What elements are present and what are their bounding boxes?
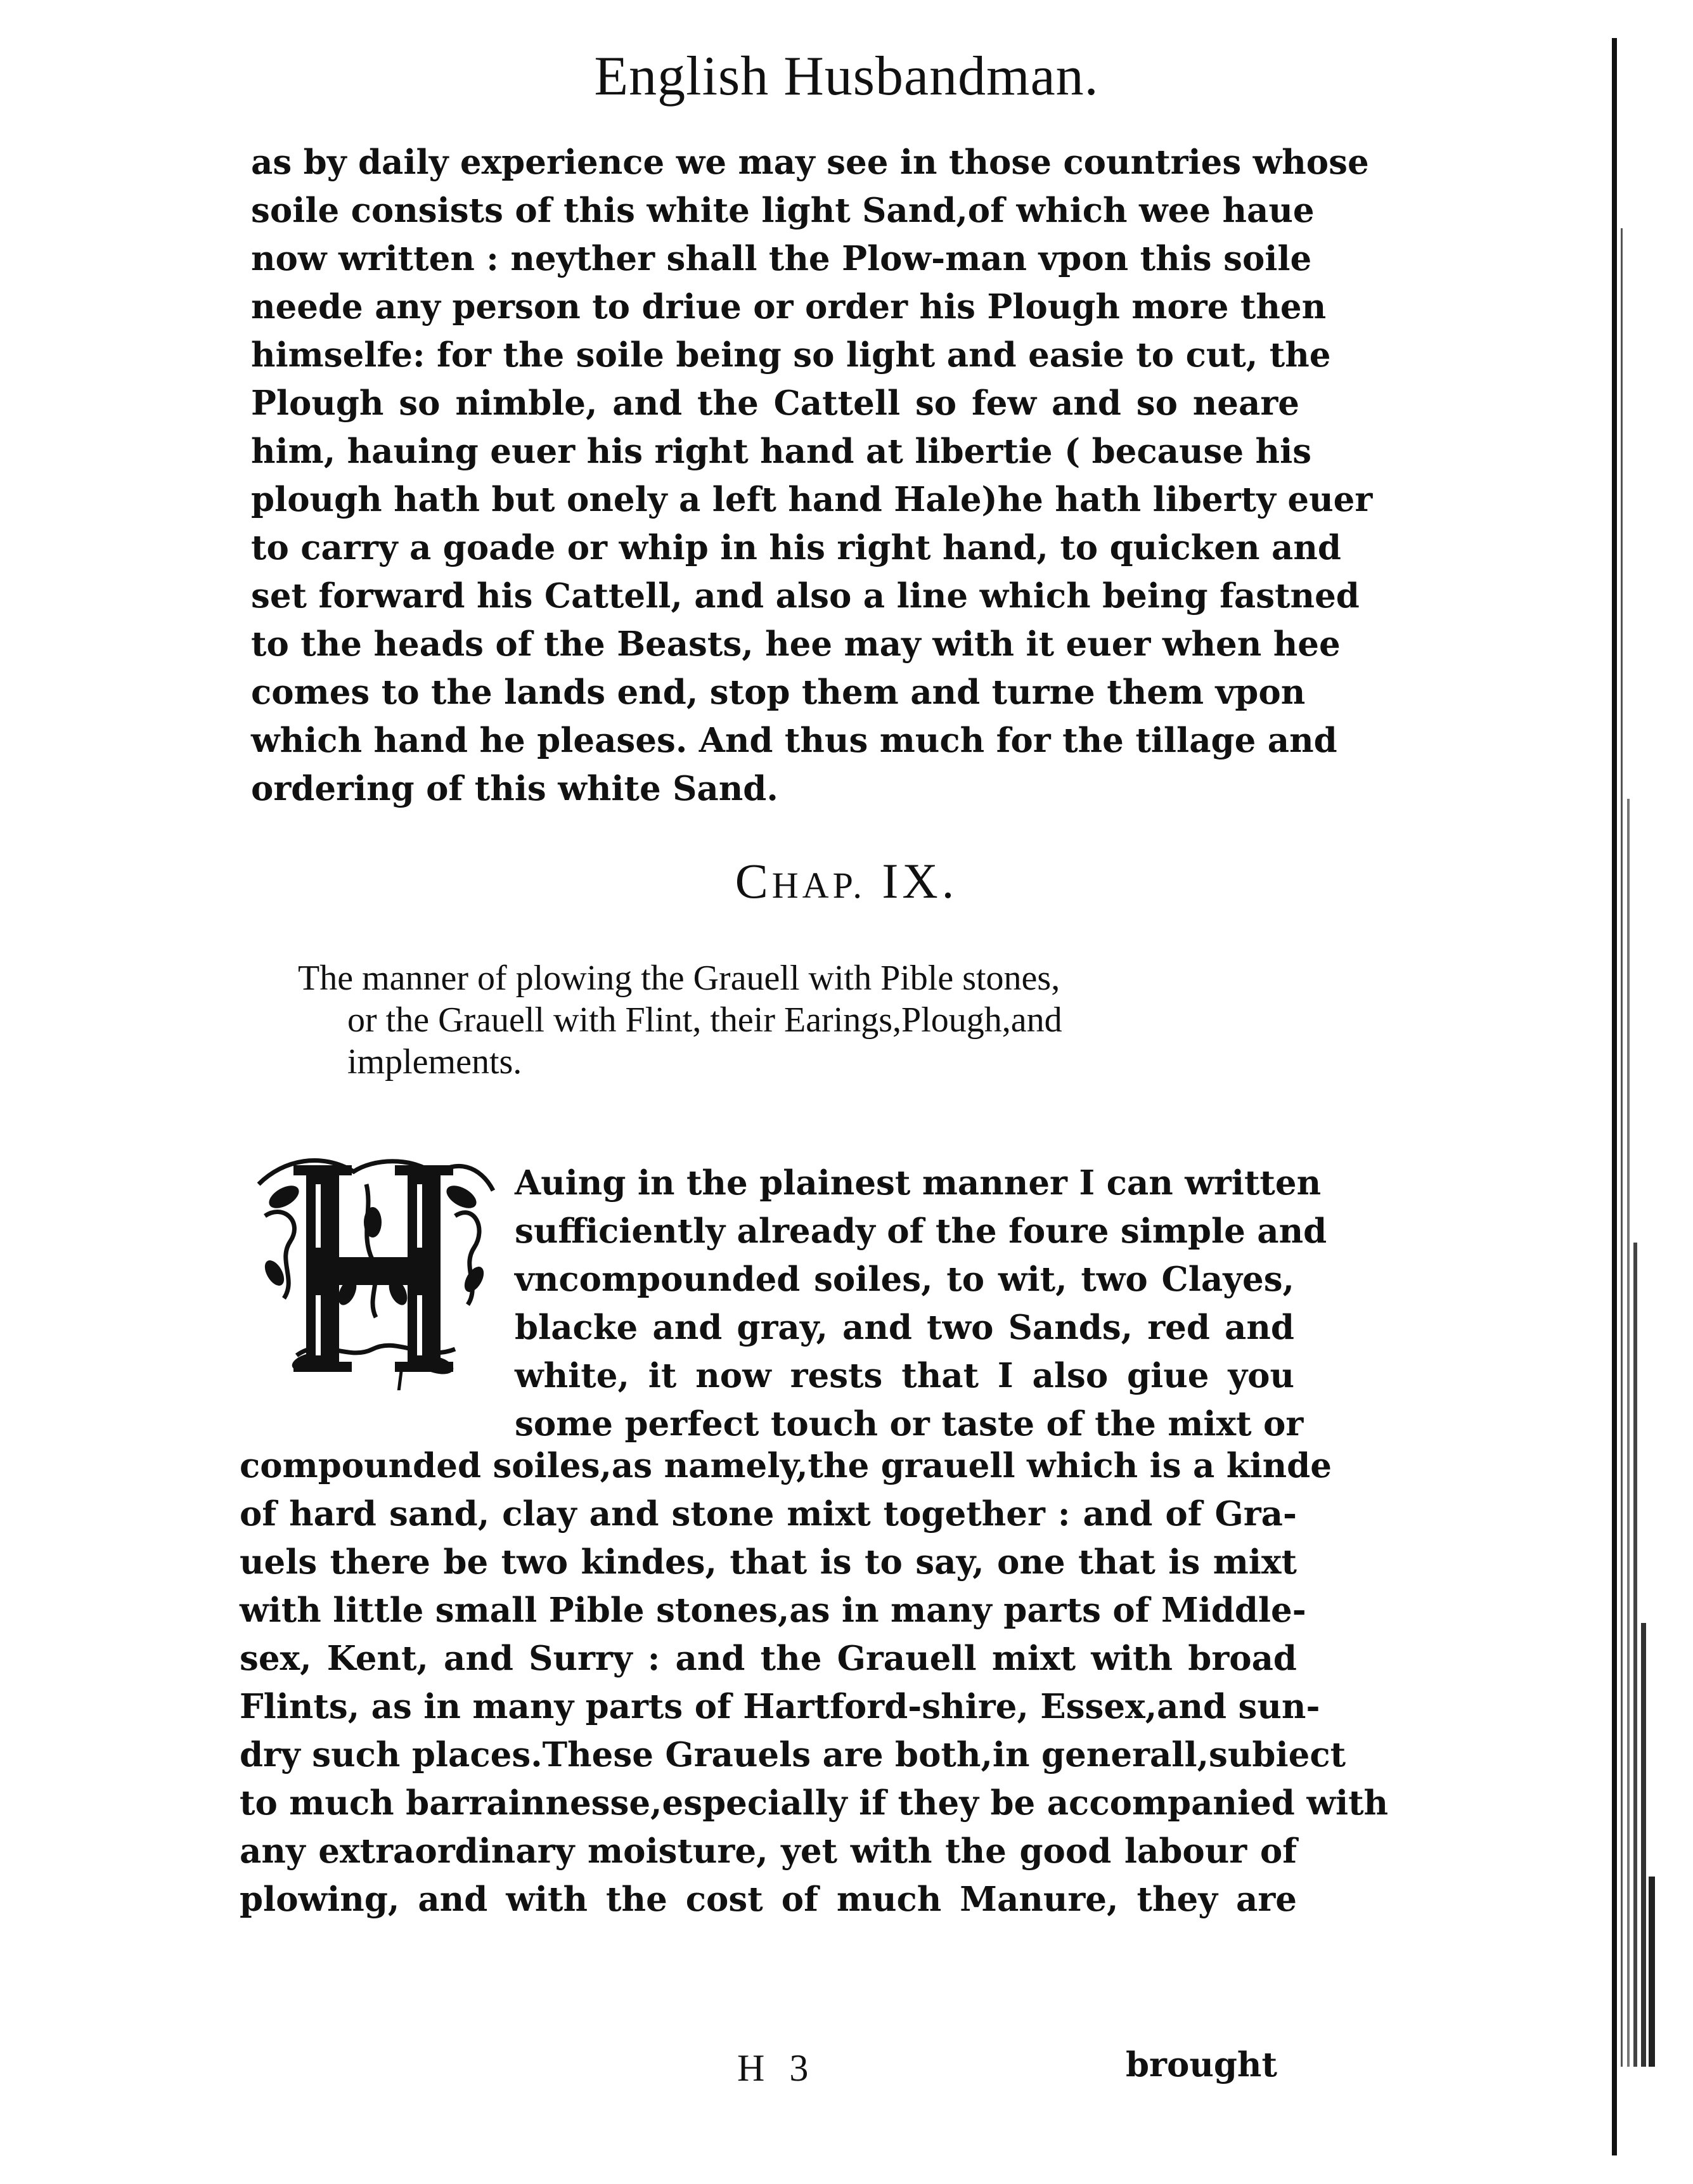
summary-line: implements.	[347, 1042, 522, 1082]
decorated-initial	[246, 1146, 498, 1390]
text-line: dry such places.These Grauels are both,in generall,subiect	[240, 1735, 1346, 1774]
summary-line: The manner of plowing the Grauell with Pible stones,	[298, 959, 1060, 998]
text-line: white, it now rests that I also giue you	[515, 1356, 1294, 1395]
text-line: comes to the lands end, stop them and turne them vpon	[251, 673, 1306, 712]
text-line: to the heads of the Beasts, hee may with it euer when hee	[251, 624, 1341, 664]
text-line: Plough so nimble, and the Cattell so few and so neare	[251, 384, 1299, 423]
text-line: soile consists of this white light Sand,of which wee haue	[251, 191, 1315, 230]
text-line: compounded soiles,as namely,the grauell which is a kinde	[240, 1446, 1332, 1485]
summary-line: or the Grauell with Flint, their Earings,Plough,and	[347, 1000, 1062, 1040]
text-line: blacke and gray, and two Sands, red and	[515, 1308, 1294, 1347]
text-line: of hard sand, clay and stone mixt together : and of Gra-	[240, 1494, 1297, 1534]
text-line: neede any person to driue or order his Plough more then	[251, 287, 1327, 326]
text-line: to carry a goade or whip in his right hand, to quicken and	[251, 528, 1341, 567]
foliage-ornament-icon	[246, 1146, 498, 1390]
text-line: Flints, as in many parts of Hartford-shire, Essex,and sun-	[240, 1687, 1320, 1726]
running-head: English Husbandman.	[594, 46, 1099, 107]
text-line: any extraordinary moisture, yet with the good labour of	[240, 1832, 1297, 1871]
paragraph-beside-initial	[515, 1159, 1327, 1448]
text-line: himselfe: for the soile being so light and easie to cut, the	[251, 335, 1331, 375]
paragraph-continued	[251, 138, 1373, 813]
chapter-number: IX.	[882, 853, 958, 908]
catchword: brought	[1126, 2045, 1277, 2084]
text-line: with little small Pible stones,as in many parts of Middle-	[240, 1591, 1306, 1630]
paragraph-full-width	[240, 1442, 1389, 1923]
text-line: as by daily experience we may see in those countries whose	[251, 143, 1369, 182]
chapter-prefix-small: HAP.	[771, 865, 866, 906]
text-line: sex, Kent, and Surry : and the Grauell mixt with broad	[240, 1639, 1297, 1678]
text-line: plough hath but onely a left hand Hale)he hath liberty euer	[251, 480, 1373, 519]
text-line: set forward his Cattell, and also a line which being fastned	[251, 576, 1360, 616]
chapter-summary	[298, 957, 1268, 1083]
text-line: vncompounded soiles, to wit, two Clayes,	[515, 1260, 1294, 1299]
chapter-heading	[0, 853, 1693, 910]
text-line: to much barrainnesse,especially if they be accompanied with	[240, 1783, 1389, 1823]
text-line: plowing, and with the cost of much Manure, they are	[240, 1880, 1297, 1919]
text-line: him, hauing euer his right hand at libertie ( because his	[251, 432, 1312, 471]
signature-mark: H 3	[737, 2047, 816, 2089]
text-line: sufficiently already of the foure simple and	[515, 1212, 1327, 1251]
text-line: uels there be two kindes, that is to say, one that is mixt	[240, 1542, 1297, 1582]
text-line: ordering of this white Sand.	[251, 769, 778, 808]
chapter-prefix: C	[735, 853, 772, 908]
text-line: which hand he pleases. And thus much for the tillage and	[251, 721, 1337, 760]
text-line: some perfect touch or taste of the mixt or	[515, 1404, 1304, 1444]
text-line: now written : neyther shall the Plow-man vpon this soile	[251, 239, 1312, 278]
text-line: Auing in the plainest manner I can written	[515, 1163, 1322, 1203]
scan-binding-edge	[1612, 38, 1656, 2155]
